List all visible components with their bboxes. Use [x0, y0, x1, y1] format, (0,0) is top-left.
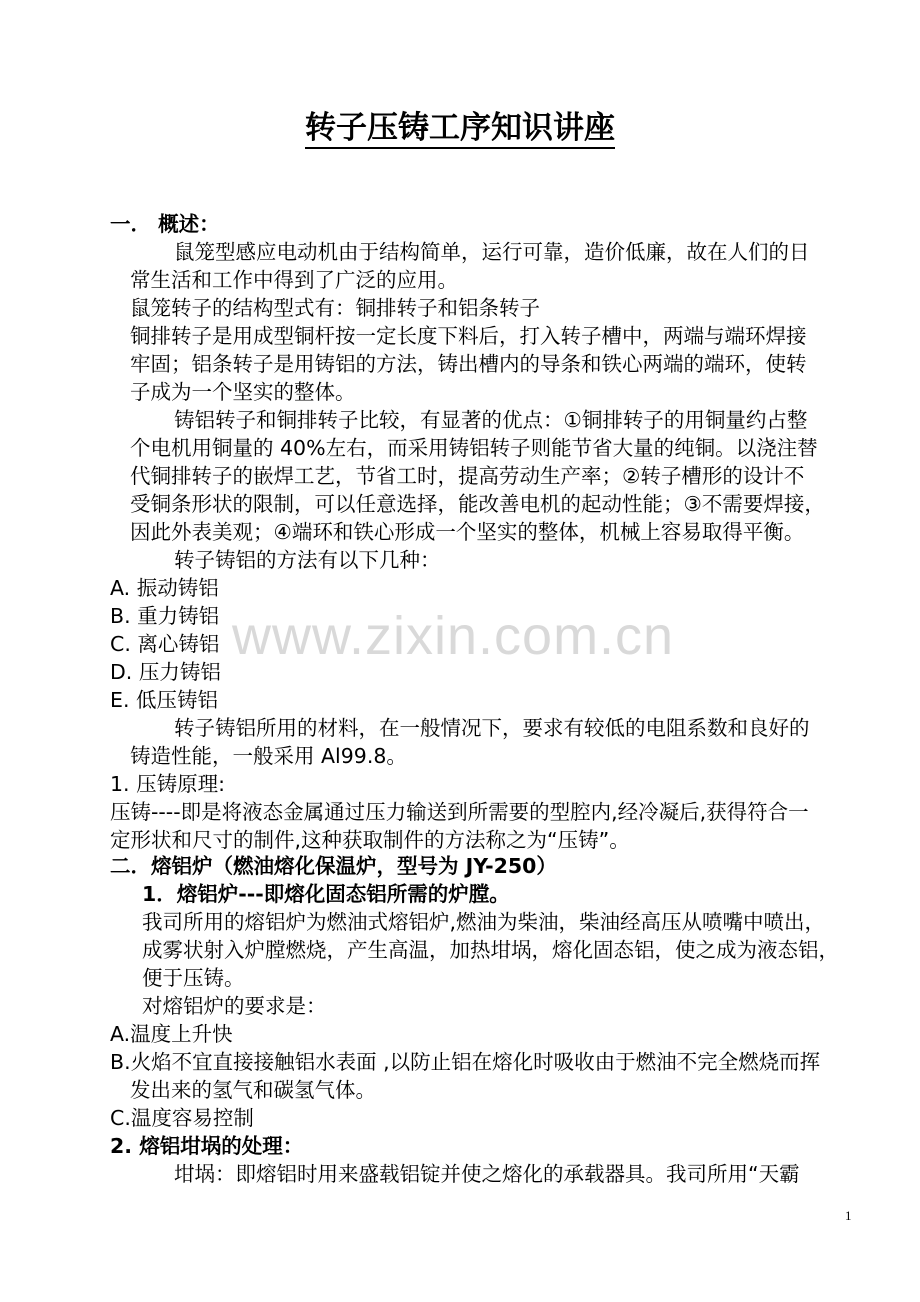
list-item: B.火焰不宜直接接触铝水表面 ,以防止铝在熔化时吸收由于燃油不完全燃烧而挥 [110, 1050, 821, 1074]
list-item: A. 振动铸铝 [110, 576, 219, 600]
paragraph-line: 压铸----即是将液态金属通过压力输送到所需要的型腔内,经冷凝后,获得符合一 [110, 800, 809, 824]
paragraph-line: 我司所用的熔铝炉为燃油式熔铝炉,燃油为柴油，柴油经高压从喷嘴中喷出， [142, 910, 826, 934]
list-item: E. 低压铸铝 [110, 688, 218, 712]
paragraph-line: 定形状和尺寸的制件,这种获取制件的方法称之为“压铸”。 [110, 828, 630, 852]
paragraph-line: 铸铝转子和铜排转子比较，有显著的优点：①铜排转子的用铜量约占整 [174, 408, 808, 432]
paragraph-line: 成雾状射入炉膛燃烧，产生高温，加热坩埚，熔化固态铝，使之成为液态铝， [142, 938, 839, 962]
paragraph-line: 铜排转子是用成型铜杆按一定长度下料后，打入转子槽中，两端与端环焊接 [130, 324, 807, 348]
document-title-text: 转子压铸工序知识讲座 [305, 110, 615, 149]
paragraph-line: 鼠笼型感应电动机由于结构简单，运行可靠，造价低廉，故在人们的日 [174, 240, 810, 264]
subsection-heading: 2. 熔铝坩埚的处理： [110, 1134, 304, 1158]
watermark: www.zixin.com.cn [232, 606, 675, 666]
paragraph-line: 对熔铝炉的要求是： [142, 994, 327, 1018]
subsection-heading: 1. 压铸原理: [110, 772, 225, 796]
paragraph-line: 发出来的氢气和碳氢气体。 [130, 1078, 376, 1102]
list-item: B. 重力铸铝 [110, 604, 220, 628]
list-item: C. 离心铸铝 [110, 632, 220, 656]
page-number: 1 [845, 1208, 852, 1223]
section-heading-furnace: 二．熔铝炉（燃油熔化保温炉，型号为 JY-250） [110, 854, 557, 878]
paragraph-line: 子成为一个坚实的整体。 [130, 380, 356, 404]
paragraph-line: 铸造性能，一般采用 Al99.8。 [130, 744, 407, 768]
paragraph-line: 因此外表美观；④端环和铁心形成一个坚实的整体，机械上容易取得平衡。 [130, 520, 805, 544]
list-item: A.温度上升快 [110, 1022, 233, 1046]
paragraph-line: 个电机用铜量的 40%左右，而采用铸铝转子则能节省大量的纯铜。以浇注替 [130, 436, 818, 460]
paragraph-line: 常生活和工作中得到了广泛的应用。 [130, 268, 458, 292]
paragraph-line: 受铜条形状的限制，可以任意选择，能改善电机的起动性能；③不需要焊接， [130, 492, 825, 516]
section-heading-overview: 一． 概述： [110, 212, 220, 236]
paragraph-line: 转子铸铝所用的材料，在一般情况下，要求有较低的电阻系数和良好的 [174, 716, 810, 740]
paragraph-line: 转子铸铝的方法有以下几种： [174, 548, 441, 572]
paragraph-line: 鼠笼转子的结构型式有：铜排转子和铝条转子 [130, 296, 540, 320]
paragraph-line: 便于压铸。 [142, 966, 245, 990]
document-title [0, 108, 920, 148]
paragraph-line: 代铜排转子的嵌焊工艺，节省工时，提高劳动生产率；②转子槽形的设计不 [130, 464, 805, 488]
paragraph-line: 牢固；铝条转子是用铸铝的方法，铸出槽内的导条和铁心两端的端环，使转 [130, 352, 807, 376]
list-item: C.温度容易控制 [110, 1106, 254, 1130]
subsection-heading: 1．熔铝炉---即熔化固态铝所需的炉膛。 [142, 882, 510, 906]
paragraph-line: 坩埚：即熔铝时用来盛载铝锭并使之熔化的承载器具。我司所用“天霸 [174, 1162, 800, 1186]
list-item: D. 压力铸铝 [110, 660, 221, 684]
